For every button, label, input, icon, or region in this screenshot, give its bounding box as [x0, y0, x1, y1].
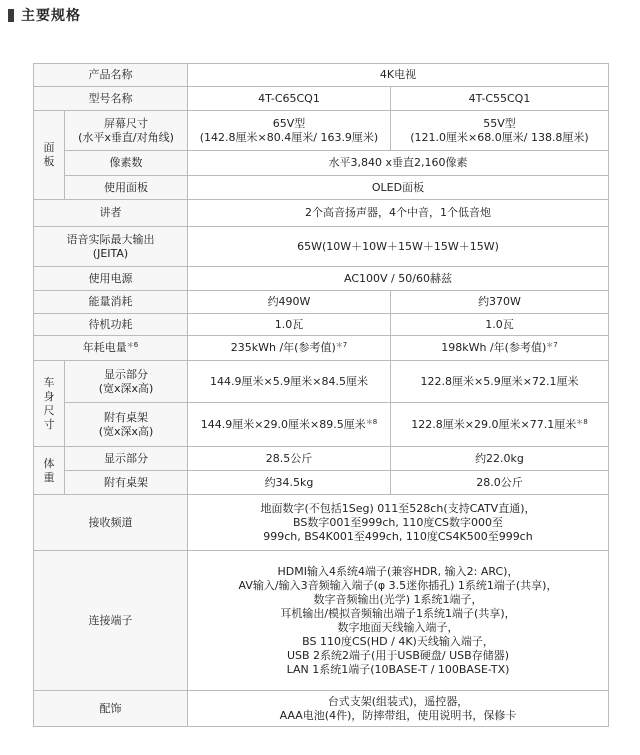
product-name-label: 产品名称: [34, 64, 188, 87]
display-part-label: 显示部分 (宽x深x高): [65, 361, 188, 403]
weight-display-55: 约22.0kg: [391, 447, 609, 471]
spec-table: [33, 63, 609, 727]
standby-55: 1.0瓦: [391, 314, 609, 336]
pixels-value: 水平3,840 x垂直2,160像素: [188, 151, 609, 176]
accessories-value: 台式支架(组装式)，遥控器， AAA电池(4件)，防摔带组，使用说明书，保修卡: [188, 691, 609, 727]
model-65: 4T-C65CQ1: [188, 87, 391, 111]
channels-value: 地面数字(不包括1Seg) 011至528ch(支持CATV直通)， BS数字001至999ch, 110度CS数字000至 999ch, BS4K001至499ch, 110度CS4K500至999ch: [188, 495, 609, 551]
power-source-value: AC100V / 50/60赫兹: [188, 267, 609, 291]
row-model: [34, 87, 609, 111]
stand-dims-65: 144.9厘米×29.0厘米×89.5厘米$^{*8}$: [188, 403, 391, 447]
screen-size-label: 屏幕尺寸 (水平x垂直/对角线): [65, 111, 188, 151]
annual-note: ＊6: [126, 341, 139, 349]
row-weight-stand: [34, 471, 609, 495]
with-stand-label: 附有桌架 (宽x深x高): [65, 403, 188, 447]
panel-type-value: OLED面板: [188, 176, 609, 200]
row-speaker: [34, 200, 609, 227]
row-audio-output: [34, 227, 609, 267]
accessories-label: 配饰: [34, 691, 188, 727]
square-bullet-icon: [8, 9, 14, 22]
panel-group-label: 面 板: [34, 111, 65, 200]
screen-size-65: 65V型 (142.8厘米×80.4厘米/ 163.9厘米): [188, 111, 391, 151]
weight-stand-65: 约34.5kg: [188, 471, 391, 495]
speaker-label: 讲者: [34, 200, 188, 227]
row-ports: [34, 551, 609, 691]
standby-65: 1.0瓦: [188, 314, 391, 336]
audio-output-value: 65W(10W＋10W＋15W＋15W＋15W): [188, 227, 609, 267]
pixels-label: 像素数: [65, 151, 188, 176]
weight-stand-55: 28.0公斤: [391, 471, 609, 495]
row-stand-dims: [34, 403, 609, 447]
power-consumption-55: 约370W: [391, 291, 609, 314]
row-weight-display: [34, 447, 609, 471]
row-display-dims: [34, 361, 609, 403]
annual-label: 年耗电量$^{*6}$: [34, 336, 188, 361]
model-label: 型号名称: [34, 87, 188, 111]
row-screen-size: [34, 111, 609, 151]
row-power-source: [34, 267, 609, 291]
channels-label: 接收频道: [34, 495, 188, 551]
power-source-label: 使用电源: [34, 267, 188, 291]
ports-value: HDMI输入4系统4端子(兼容HDR, 输入2: ARC)， AV输入/输入3音频输入端子(φ 3.5迷你插孔) 1系统1端子(共享)， 数字音频输出(光学) 1系统1端子， 耳机输出/模拟音频输出端子1系统1端子(共享)， 数字地面天线输入端子， BS 110度CS(HD / 4K)天线输入端子， USB 2系统2端子(用于USB硬盘/ USB存储器) LAN 1系统1端子(10BASE-T / 100BASE-TX): [188, 551, 609, 691]
annual-65: 235kWh /年(参考值)$^{*7}$: [188, 336, 391, 361]
speaker-value: 2个高音扬声器，4个中音，1个低音炮: [188, 200, 609, 227]
section-title: 主要规格: [21, 8, 81, 24]
audio-output-label: 语音实际最大输出 (JEITA): [34, 227, 188, 267]
panel-type-label: 使用面板: [65, 176, 188, 200]
product-name-value: 4K电视: [188, 64, 609, 87]
display-dims-55: 122.8厘米×5.9厘米×72.1厘米: [391, 361, 609, 403]
row-accessories: [34, 691, 609, 727]
model-55: 4T-C55CQ1: [391, 87, 609, 111]
row-annual-consumption: [34, 336, 609, 361]
weight-group-label: 体 重: [34, 447, 65, 495]
section-heading: [8, 6, 81, 24]
row-pixels: [34, 151, 609, 176]
row-channels: [34, 495, 609, 551]
power-consumption-label: 能量消耗: [34, 291, 188, 314]
body-size-group-label: 车 身 尺 寸: [34, 361, 65, 447]
weight-display-label: 显示部分: [65, 447, 188, 471]
annual-55: 198kWh /年(参考值)$^{*7}$: [391, 336, 609, 361]
weight-display-65: 28.5公斤: [188, 447, 391, 471]
row-standby: [34, 314, 609, 336]
standby-label: 待机功耗: [34, 314, 188, 336]
power-consumption-65: 约490W: [188, 291, 391, 314]
ports-label: 连接端子: [34, 551, 188, 691]
display-dims-65: 144.9厘米×5.9厘米×84.5厘米: [188, 361, 391, 403]
row-power-consumption: [34, 291, 609, 314]
screen-size-55: 55V型 (121.0厘米×68.0厘米/ 138.8厘米): [391, 111, 609, 151]
stand-dims-55: 122.8厘米×29.0厘米×77.1厘米$^{*8}$: [391, 403, 609, 447]
row-panel-type: [34, 176, 609, 200]
weight-stand-label: 附有桌架: [65, 471, 188, 495]
row-product-name: [34, 64, 609, 87]
